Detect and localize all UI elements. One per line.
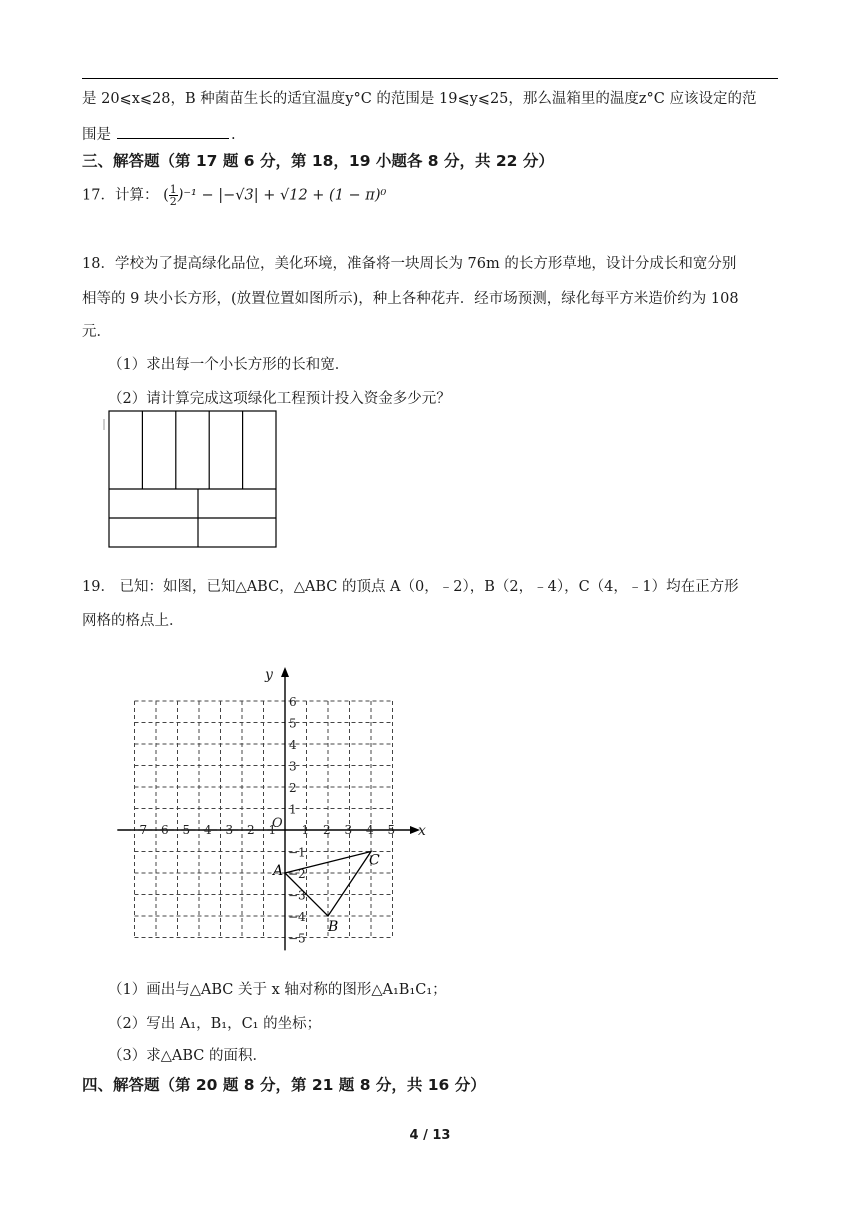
q18-line-1: 18．学校为了提高绿化品位，美化环境，准备将一块周长为 76m 的长方形草地，设计分成长和宽分别 [82, 256, 737, 272]
q17-open-paren: ( [163, 187, 169, 204]
x-tick-label: −6 [151, 823, 169, 837]
origin-label: O [272, 816, 283, 831]
point-label-c: C [369, 852, 380, 869]
y-tick-label: 1 [289, 802, 297, 817]
coordinate-grid [100, 650, 430, 955]
y-axis-arrow [281, 667, 289, 677]
continuation-line-2 [82, 124, 236, 145]
q19-line-1: 19． 已知：如图，已知△ABC，△ABC 的顶点 A（0，﹣2），B（2，﹣4），C（4，﹣1）均在正方形 [82, 579, 739, 595]
outer-rectangle [109, 411, 276, 547]
section-3-title: 三、解答题（第 17 题 6 分，第 18，19 小题各 8 分，共 22 分） [82, 152, 554, 170]
y-tick-label: −4 [288, 910, 306, 924]
x-tick-label: −4 [194, 823, 212, 837]
x-tick-label: 4 [366, 823, 374, 837]
q17-fraction [169, 184, 178, 207]
point-label-a: A [273, 863, 284, 879]
x-tick-label: −1 [258, 823, 277, 837]
y-tick-label: −2 [288, 867, 306, 881]
q17-frac-num: 1 [169, 183, 177, 196]
x-tick-label: 5 [387, 823, 396, 837]
x-tick-label: 1 [301, 823, 310, 837]
tick-labels [130, 667, 427, 945]
x-tick-label: 2 [323, 823, 331, 837]
continuation-line-1: 是 20⩽x⩽28，B 种菌苗生长的适宜温度y°C 的范围是 19⩽y⩽25，那么温箱里的温度z°C 应该设定的范 [82, 91, 757, 107]
section-4-title: 四、解答题（第 20 题 8 分，第 21 题 8 分，共 16 分） [82, 1076, 486, 1094]
y-tick-label: −5 [288, 931, 306, 946]
q18-line-3: 元． [82, 324, 111, 340]
q17-label: 17．计算： [82, 187, 159, 204]
x-tick-label: −3 [215, 823, 234, 837]
y-tick-label: −1 [288, 845, 306, 860]
rectangle-figure [100, 405, 285, 555]
q19-sub-1: （1）画出与△ABC 关于 x 轴对称的图形△A₁B₁C₁； [108, 982, 447, 998]
q17-frac-den: 2 [169, 195, 177, 208]
q19-sub-3: （3）求△ABC 的面积． [108, 1048, 267, 1064]
header-rule [82, 78, 778, 79]
point-label-b: B [328, 919, 339, 935]
x-axis-label: x [418, 823, 426, 839]
continuation-suffix: . [231, 127, 236, 143]
y-axis-label: y [265, 667, 273, 684]
y-tick-label: 2 [289, 781, 297, 795]
q18-sub-2: （2）请计算完成这项绿化工程预计投入资金多少元？ [108, 391, 451, 407]
y-tick-label: 3 [289, 759, 297, 774]
x-tick-label: 3 [344, 823, 353, 837]
y-tick-label: 6 [289, 695, 297, 709]
y-tick-label: −3 [288, 888, 306, 903]
q19-sub-2: （2）写出 A₁，B₁，C₁ 的坐标； [108, 1016, 322, 1032]
grid-lines [135, 701, 393, 938]
x-tick-label: −2 [237, 823, 255, 837]
page-number: 4 / 13 [409, 1128, 451, 1143]
q19-line-2: 网格的格点上． [82, 613, 184, 629]
x-tick-label: −7 [129, 823, 148, 837]
q17-expression: )⁻¹ − |−√3| + √12 + (1 − π)⁰ [177, 187, 387, 204]
answer-blank[interactable] [117, 124, 229, 139]
x-tick-label: −5 [172, 823, 191, 837]
q18-line-2: 相等的 9 块小长方形，(放置位置如图所示)，种上各种花卉．经市场预测，绿化每平方米造价约为 108 [82, 291, 739, 307]
continuation-prefix: 围是 [82, 127, 111, 143]
y-tick-label: 4 [289, 738, 297, 752]
question-17 [82, 184, 386, 207]
q18-sub-1: （1）求出每一个小长方形的长和宽． [108, 357, 350, 373]
y-tick-label: 5 [289, 716, 297, 731]
